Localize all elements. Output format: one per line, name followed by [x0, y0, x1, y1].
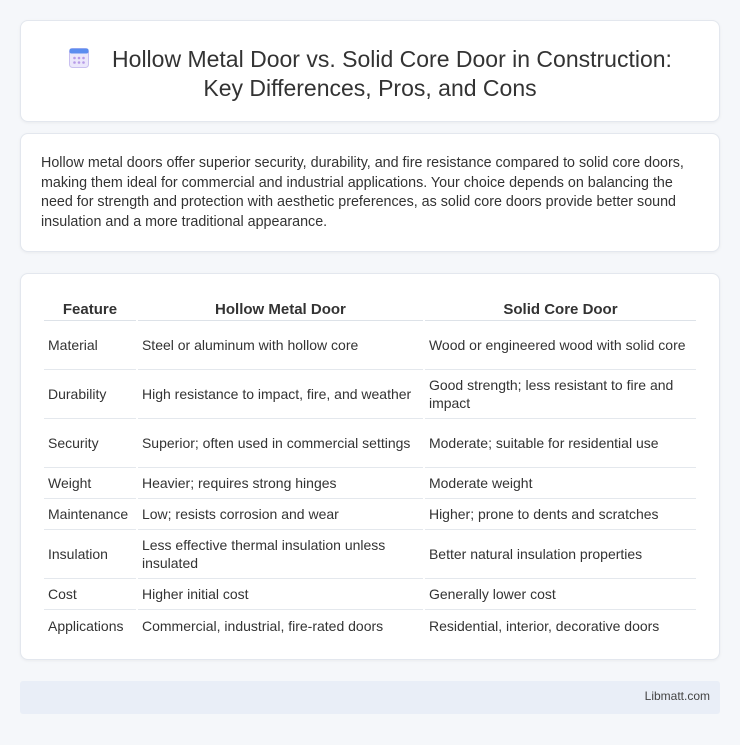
row-solid-core: Moderate weight [425, 468, 696, 499]
row-feature: Weight [44, 468, 136, 499]
title-line-1: Hollow Metal Door vs. Solid Core Door in Construction: [112, 46, 672, 72]
table-row [44, 370, 696, 419]
row-solid-core: Generally lower cost [425, 579, 696, 610]
row-hollow-metal: Low; resists corrosion and wear [138, 499, 423, 530]
table-row [44, 419, 696, 468]
row-feature: Material [44, 321, 136, 370]
table-header-row [44, 294, 696, 321]
summary-card [20, 133, 720, 252]
comparison-table [42, 294, 698, 641]
page-title [21, 45, 719, 103]
table-row [44, 530, 696, 579]
title-card [20, 20, 720, 122]
row-solid-core: Moderate; suitable for residential use [425, 419, 696, 468]
table-row [44, 610, 696, 641]
table-row [44, 321, 696, 370]
comparison-table-card [20, 273, 720, 660]
document-icon [68, 47, 90, 69]
row-feature: Security [44, 419, 136, 468]
row-hollow-metal: Superior; often used in commercial settings [138, 419, 423, 468]
row-hollow-metal: Less effective thermal insulation unless insulated [138, 530, 423, 579]
header-solid-core: Solid Core Door [425, 294, 696, 321]
title-line-2: Key Differences, Pros, and Cons [203, 75, 537, 101]
row-hollow-metal: High resistance to impact, fire, and weather [138, 370, 423, 419]
row-feature: Cost [44, 579, 136, 610]
table-row [44, 499, 696, 530]
row-hollow-metal: Steel or aluminum with hollow core [138, 321, 423, 370]
row-feature: Applications [48, 617, 124, 634]
row-hollow-metal: Commercial, industrial, fire-rated doors [141, 617, 384, 634]
row-solid-core: Better natural insulation properties [425, 530, 696, 579]
table-row [44, 468, 696, 499]
row-solid-core: Good strength; less resistant to fire and impact [425, 370, 696, 419]
summary-text: Hollow metal doors offer superior security, durability, and fire resistance compared to solid core doors, making them ideal for commercial and industrial applications. Your choice depends on balancing the need for strength and protection with aesthetic preferences, as solid core doors provide better sound insulation and a more traditional appearance. [41, 155, 684, 230]
row-hollow-metal: Higher initial cost [138, 579, 423, 610]
row-hollow-metal: Heavier; requires strong hinges [138, 468, 423, 499]
row-solid-core: Higher; prone to dents and scratches [425, 499, 696, 530]
header-feature: Feature [44, 294, 136, 321]
footer [20, 681, 720, 714]
row-feature: Insulation [44, 530, 136, 579]
footer-brand-link[interactable]: Libmatt.com [644, 689, 710, 703]
row-solid-core: Residential, interior, decorative doors [428, 617, 660, 634]
table-row [44, 579, 696, 610]
row-solid-core: Wood or engineered wood with solid core [425, 321, 696, 370]
row-feature: Durability [44, 370, 136, 419]
row-feature: Maintenance [44, 499, 136, 530]
header-hollow-metal: Hollow Metal Door [138, 294, 423, 321]
